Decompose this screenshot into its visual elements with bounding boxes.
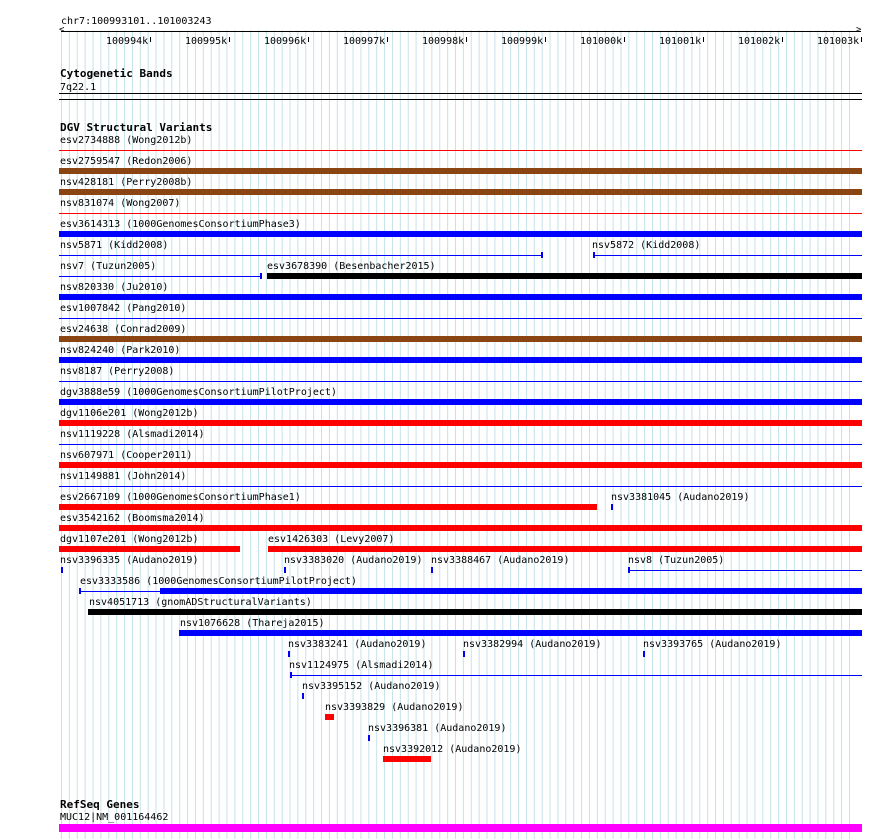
ruler-tick <box>782 37 783 42</box>
dgv-variant-span[interactable] <box>59 444 862 445</box>
dgv-variant-label[interactable]: nsv1119228 (Alsmadi2014) <box>60 429 205 440</box>
dgv-variant-label[interactable]: nsv4051713 (gnomADStructuralVariants) <box>89 597 312 608</box>
dgv-variant-label[interactable]: nsv8187 (Perry2008) <box>60 366 175 377</box>
ruler-tick-label: 100995k <box>185 36 228 47</box>
cytoband-track-title: Cytogenetic Bands <box>60 67 173 80</box>
dgv-variant-marker[interactable] <box>284 567 286 573</box>
ruler-tick-label: 100998k <box>422 36 465 47</box>
dgv-variant-feature[interactable] <box>179 630 862 636</box>
locus-label: chr7:100993101..101003243 <box>61 16 212 27</box>
cytoband-band-top <box>59 93 862 94</box>
dgv-track-title: DGV Structural Variants <box>60 121 213 134</box>
ruler-tick <box>861 37 862 42</box>
cytoband-label[interactable]: 7q22.1 <box>60 82 97 93</box>
dgv-variant-feature[interactable] <box>59 294 862 300</box>
dgv-variant-label[interactable]: nsv3395152 (Audano2019) <box>302 681 441 692</box>
ruler-left-arrow: < <box>59 25 65 35</box>
dgv-variant-marker[interactable] <box>628 567 630 573</box>
ruler-tick-label: 101000k <box>580 36 623 47</box>
dgv-variant-span[interactable] <box>59 318 862 319</box>
ruler-tick <box>545 37 546 42</box>
dgv-variant-marker[interactable] <box>541 252 543 258</box>
dgv-variant-span[interactable] <box>59 150 862 151</box>
dgv-variant-label[interactable]: nsv3388467 (Audano2019) <box>431 555 570 566</box>
dgv-variant-span[interactable] <box>628 570 862 571</box>
ruler-tick-label: 101001k <box>659 36 702 47</box>
dgv-variant-label[interactable]: nsv3392012 (Audano2019) <box>383 744 522 755</box>
dgv-variant-span[interactable] <box>290 675 862 676</box>
dgv-variant-span[interactable] <box>59 276 262 277</box>
dgv-variant-feature[interactable] <box>59 357 862 363</box>
dgv-variant-span[interactable] <box>59 255 543 256</box>
dgv-variant-feature[interactable] <box>268 546 862 552</box>
dgv-variant-marker[interactable] <box>61 567 63 573</box>
ruler-tick <box>703 37 704 42</box>
ruler-tick-label: 101003k <box>817 36 860 47</box>
ruler-tick-label: 100994k <box>106 36 149 47</box>
ruler-tick <box>308 37 309 42</box>
dgv-variant-label[interactable]: nsv5872 (Kidd2008) <box>592 240 701 251</box>
dgv-variant-label[interactable]: nsv820330 (Ju2010) <box>60 282 169 293</box>
dgv-variant-feature[interactable] <box>160 588 862 594</box>
dgv-variant-label[interactable]: nsv1076628 (Thareja2015) <box>180 618 325 629</box>
dgv-variant-marker[interactable] <box>290 672 292 678</box>
dgv-variant-label[interactable]: esv3333586 (1000GenomesConsortiumPilotProject) <box>80 576 357 587</box>
refseq-gene-label[interactable]: MUC12|NM_001164462 <box>60 812 169 823</box>
dgv-variant-label[interactable]: nsv3382994 (Audano2019) <box>463 639 602 650</box>
dgv-variant-feature[interactable] <box>59 420 862 426</box>
dgv-variant-label[interactable]: esv1426303 (Levy2007) <box>268 534 395 545</box>
dgv-variant-label[interactable]: nsv7 (Tuzun2005) <box>60 261 157 272</box>
dgv-variant-label[interactable]: dgv3888e59 (1000GenomesConsortiumPilotProject) <box>60 387 337 398</box>
dgv-variant-marker[interactable] <box>260 273 262 279</box>
dgv-variant-span[interactable] <box>59 381 862 382</box>
dgv-variant-feature[interactable] <box>59 462 862 468</box>
dgv-variant-feature[interactable] <box>59 189 862 195</box>
dgv-variant-feature[interactable] <box>59 399 862 405</box>
dgv-variant-span[interactable] <box>593 255 862 256</box>
dgv-variant-label[interactable]: nsv1149881 (John2014) <box>60 471 187 482</box>
dgv-variant-label[interactable]: nsv8 (Tuzun2005) <box>628 555 725 566</box>
dgv-variant-label[interactable]: esv2667109 (1000GenomesConsortiumPhase1) <box>60 492 301 503</box>
dgv-variant-span[interactable] <box>59 213 862 214</box>
dgv-variant-span[interactable] <box>79 591 160 592</box>
dgv-variant-marker[interactable] <box>643 651 645 657</box>
dgv-variant-feature[interactable] <box>59 336 862 342</box>
dgv-variant-label[interactable]: nsv3393829 (Audano2019) <box>325 702 464 713</box>
ruler-tick-label: 100997k <box>343 36 386 47</box>
dgv-variant-feature[interactable] <box>59 168 862 174</box>
dgv-variant-label[interactable]: esv3542162 (Boomsma2014) <box>60 513 205 524</box>
ruler-tick <box>229 37 230 42</box>
dgv-variant-label[interactable]: esv3614313 (1000GenomesConsortiumPhase3) <box>60 219 301 230</box>
dgv-variant-marker[interactable] <box>79 588 81 594</box>
dgv-variant-feature[interactable] <box>59 504 597 510</box>
dgv-variant-marker[interactable] <box>611 504 613 510</box>
dgv-variant-label[interactable]: dgv1107e201 (Wong2012b) <box>60 534 199 545</box>
dgv-variant-label[interactable]: nsv3381045 (Audano2019) <box>611 492 750 503</box>
dgv-variant-label[interactable]: nsv3393765 (Audano2019) <box>643 639 782 650</box>
dgv-variant-feature[interactable] <box>325 714 334 720</box>
dgv-variant-label[interactable]: nsv3396335 (Audano2019) <box>60 555 199 566</box>
dgv-variant-label[interactable]: nsv5871 (Kidd2008) <box>60 240 169 251</box>
ruler-tick <box>624 37 625 42</box>
dgv-variant-label[interactable]: nsv428181 (Perry2008b) <box>60 177 193 188</box>
ruler-right-arrow: > <box>856 25 862 35</box>
ruler-line <box>61 31 861 32</box>
dgv-variant-label[interactable]: dgv1106e201 (Wong2012b) <box>60 408 199 419</box>
dgv-variant-feature[interactable] <box>59 525 862 531</box>
dgv-variant-label[interactable]: esv3678390 (Besenbacher2015) <box>267 261 436 272</box>
dgv-variant-label[interactable]: nsv3383241 (Audano2019) <box>288 639 427 650</box>
ruler-tick <box>150 37 151 42</box>
ruler-tick-label: 100999k <box>501 36 544 47</box>
dgv-variant-marker[interactable] <box>593 252 595 258</box>
dgv-variant-marker[interactable] <box>368 735 370 741</box>
dgv-variant-feature[interactable] <box>383 756 431 762</box>
dgv-variant-feature[interactable] <box>88 609 862 615</box>
dgv-variant-feature[interactable] <box>59 546 240 552</box>
dgv-variant-feature[interactable] <box>267 273 862 279</box>
refseq-gene-feature[interactable] <box>59 824 862 832</box>
dgv-variant-label[interactable]: nsv3396381 (Audano2019) <box>368 723 507 734</box>
dgv-variant-label[interactable]: esv2734888 (Wong2012b) <box>60 135 193 146</box>
dgv-variant-label[interactable]: nsv824240 (Park2010) <box>60 345 181 356</box>
ruler-tick-label: 100996k <box>264 36 307 47</box>
dgv-variant-label[interactable]: nsv3383020 (Audano2019) <box>284 555 423 566</box>
cytoband-band-bottom <box>59 99 862 100</box>
dgv-variant-label[interactable]: nsv1124975 (Alsmadi2014) <box>289 660 434 671</box>
dgv-variant-label[interactable]: esv1007842 (Pang2010) <box>60 303 187 314</box>
dgv-variant-marker[interactable] <box>288 651 290 657</box>
dgv-variant-marker[interactable] <box>463 651 465 657</box>
dgv-variant-label[interactable]: nsv607971 (Cooper2011) <box>60 450 193 461</box>
refseq-track-title: RefSeq Genes <box>60 798 140 811</box>
ruler-tick <box>387 37 388 42</box>
ruler-tick-label: 101002k <box>738 36 781 47</box>
dgv-variant-span[interactable] <box>59 486 862 487</box>
dgv-variant-label[interactable]: esv2759547 (Redon2006) <box>60 156 193 167</box>
dgv-variant-marker[interactable] <box>302 693 304 699</box>
ruler-tick <box>466 37 467 42</box>
dgv-variant-marker[interactable] <box>431 567 433 573</box>
dgv-variant-label[interactable]: esv24638 (Conrad2009) <box>60 324 187 335</box>
dgv-variant-label[interactable]: nsv831074 (Wong2007) <box>60 198 181 209</box>
dgv-variant-feature[interactable] <box>59 231 862 237</box>
